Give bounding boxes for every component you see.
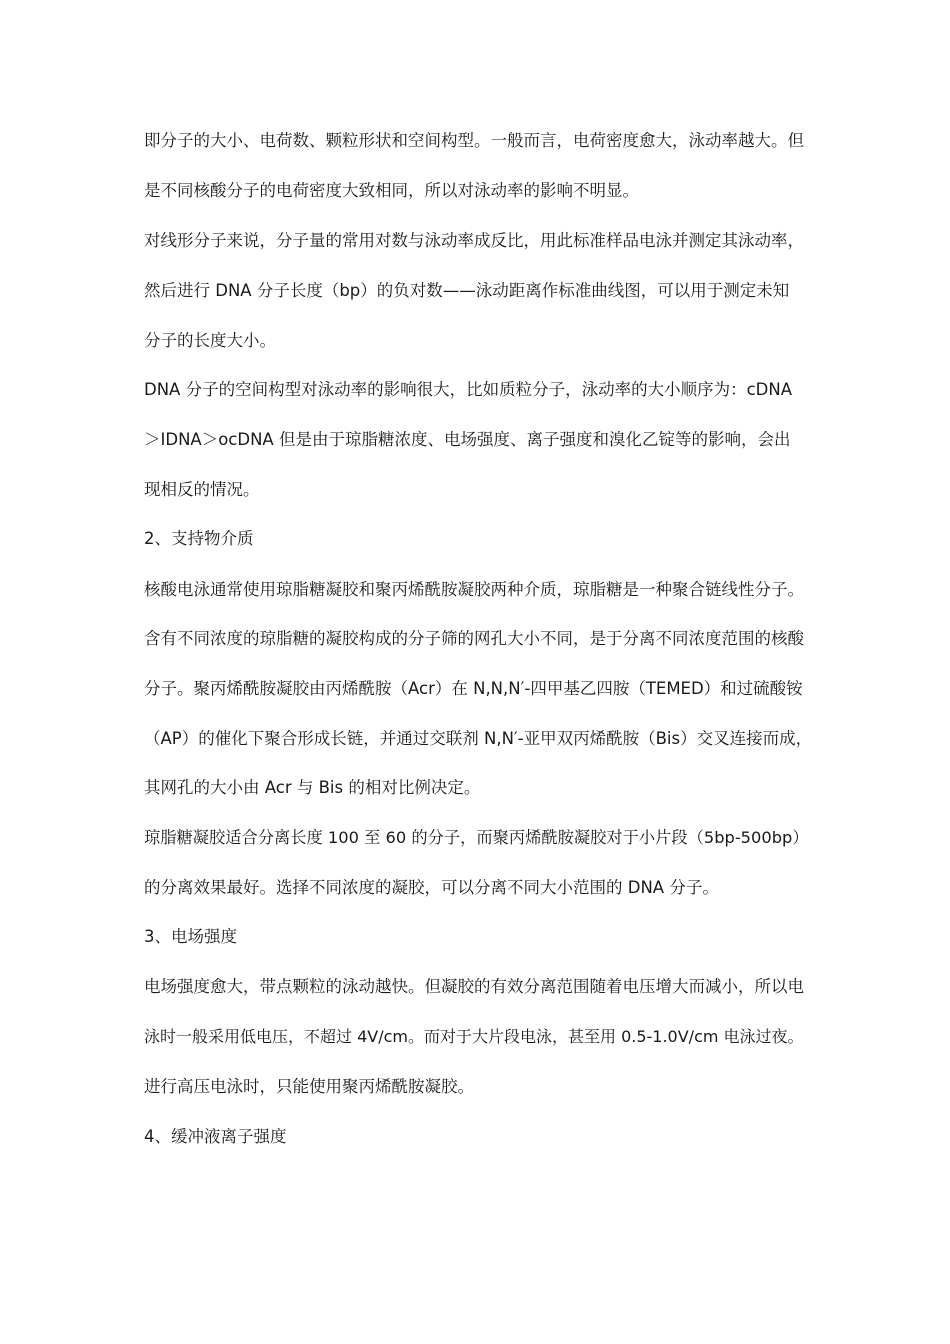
text-line: 其网孔的大小由 Acr 与 Bis 的相对比例决定。 bbox=[144, 778, 481, 797]
text-line: 现相反的情况。 bbox=[144, 480, 260, 499]
text-line: 进行高压电泳时，只能使用聚丙烯酰胺凝胶。 bbox=[144, 1077, 474, 1096]
text-line: 核酸电泳通常使用琼脂糖凝胶和聚丙烯酰胺凝胶两种介质，琼脂糖是一种聚合链线性分子。 bbox=[144, 580, 804, 599]
text-line: 的分离效果最好。选择不同浓度的凝胶，可以分离不同大小范围的 DNA 分子。 bbox=[144, 878, 719, 897]
section-heading: 3、电场强度 bbox=[144, 927, 237, 946]
text-line: 电场强度愈大，带点颗粒的泳动越快。但凝胶的有效分离范围随着电压增大而减小，所以电 bbox=[144, 977, 804, 996]
text-line: 分子的长度大小。 bbox=[144, 331, 276, 350]
text-line: 含有不同浓度的琼脂糖的凝胶构成的分子筛的网孔大小不同，是于分离不同浓度范围的核酸 bbox=[144, 629, 804, 648]
text-line: 琼脂糖凝胶适合分离长度 100 至 60 的分子，而聚丙烯酰胺凝胶对于小片段（5bp-500bp） bbox=[144, 828, 809, 847]
text-line: 分子。聚丙烯酰胺凝胶由丙烯酰胺（Acr）在 N,N,N′-四甲基乙四胺（TEMED）和过硫酸铵 bbox=[144, 679, 803, 698]
text-line: 然后进行 DNA 分子长度（bp）的负对数——泳动距离作标准曲线图，可以用于测定未知 bbox=[144, 281, 790, 300]
section-heading: 2、支持物介质 bbox=[144, 529, 254, 548]
text-line: （AP）的催化下聚合形成长链，并通过交联剂 N,N′-亚甲双丙烯酰胺（Bis）交叉连接而成， bbox=[144, 729, 812, 748]
text-line: 泳时一般采用低电压，不超过 4V/cm。而对于大片段电泳，甚至用 0.5-1.0V/cm 电泳过夜。 bbox=[144, 1027, 804, 1046]
text-line: ＞IDNA＞ocDNA 但是由于琼脂糖浓度、电场强度、离子强度和溴化乙锭等的影响，会出 bbox=[144, 430, 791, 449]
section-heading: 4、缓冲液离子强度 bbox=[144, 1127, 287, 1146]
text-line: 即分子的大小、电荷数、颗粒形状和空间构型。一般而言，电荷密度愈大，泳动率越大。但 bbox=[144, 131, 804, 150]
text-line: 对线形分子来说，分子量的常用对数与泳动率成反比，用此标准样品电泳并测定其泳动率， bbox=[144, 231, 804, 250]
text-line: 是不同核酸分子的电荷密度大致相同，所以对泳动率的影响不明显。 bbox=[144, 181, 639, 200]
text-line: DNA 分子的空间构型对泳动率的影响很大，比如质粒分子，泳动率的大小顺序为：cDNA bbox=[144, 380, 792, 399]
